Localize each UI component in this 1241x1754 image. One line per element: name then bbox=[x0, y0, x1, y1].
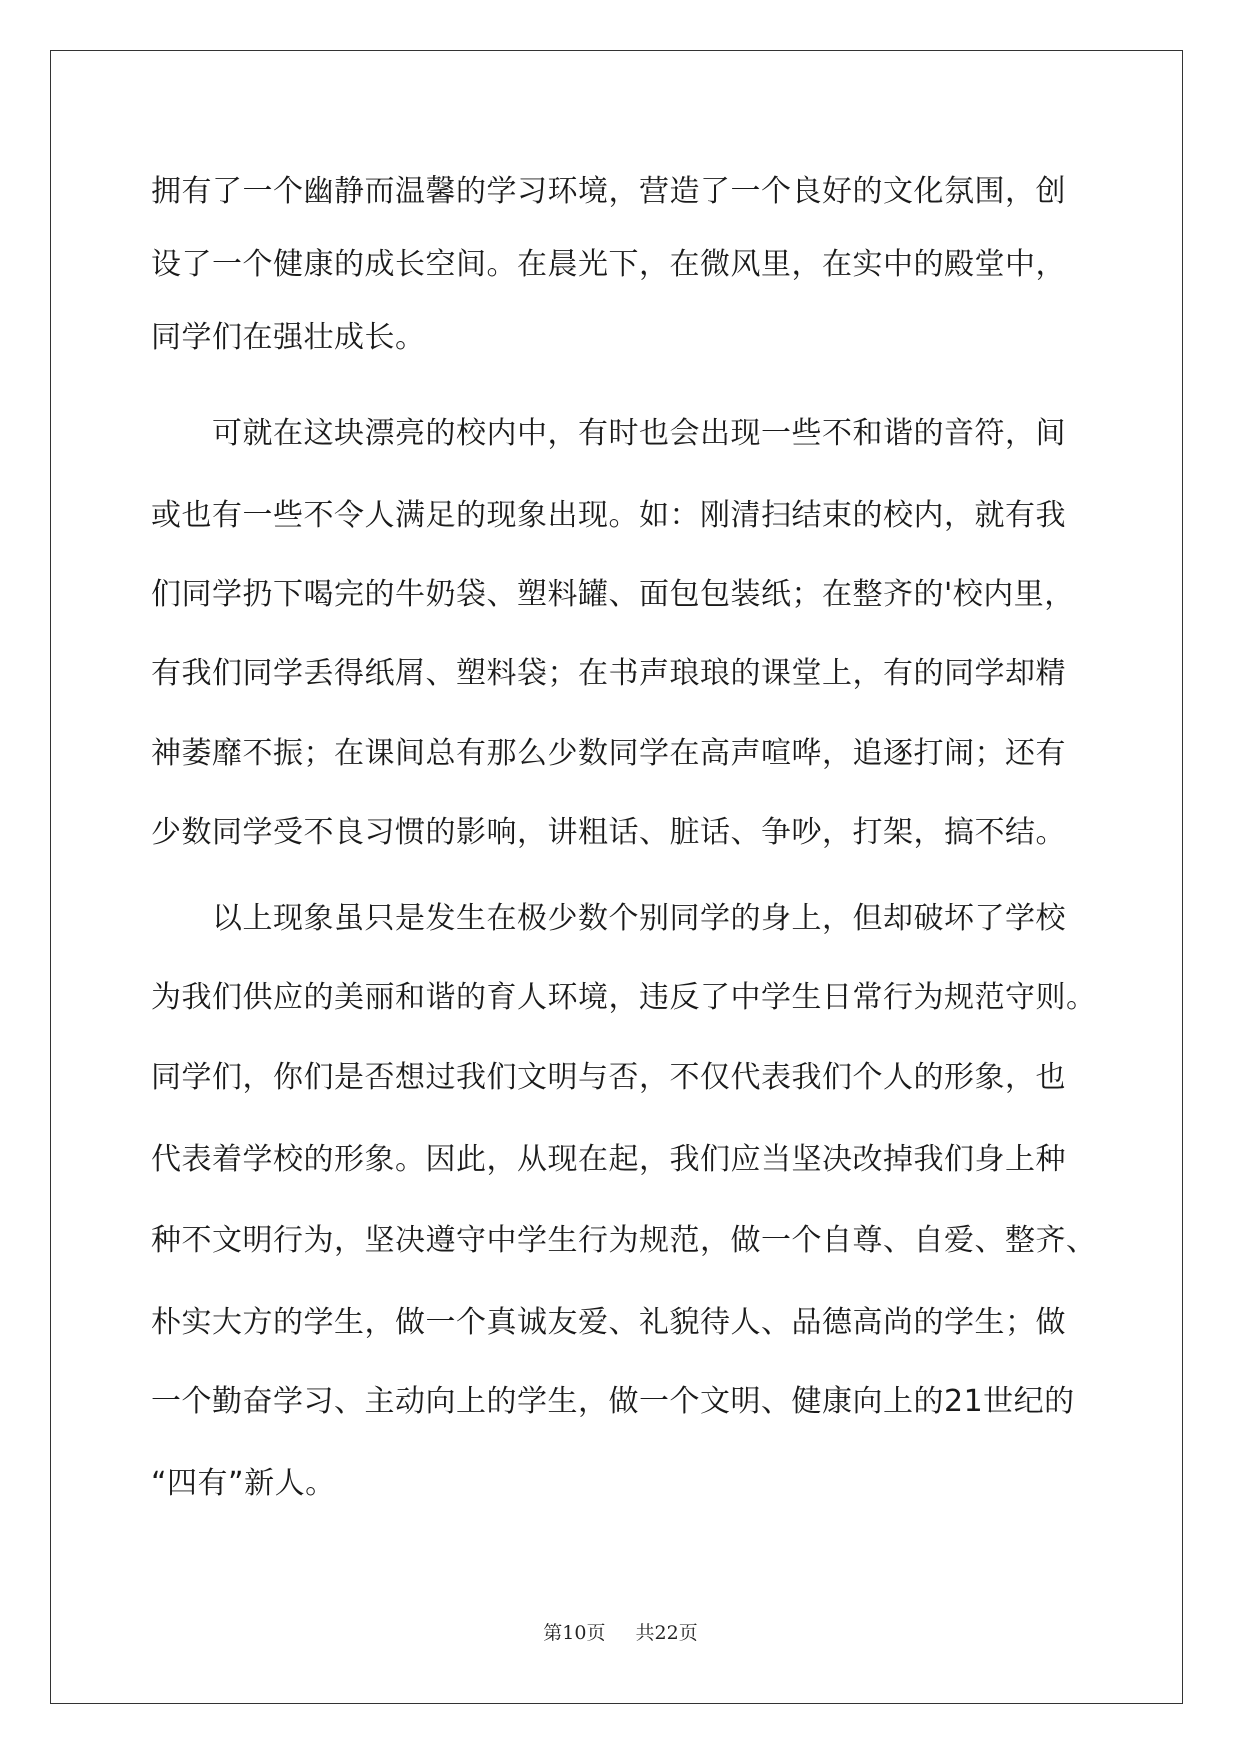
body-text-line: 有我们同学丢得纸屑、塑料袋；在书声琅琅的课堂上，有的同学却精 bbox=[151, 656, 1066, 691]
body-text-line: 少数同学受不良习惯的影响，讲粗话、脏话、争吵，打架，搞不结。 bbox=[151, 815, 1066, 850]
page-border bbox=[50, 50, 1183, 1704]
body-text-line: 或也有一些不令人满足的现象出现。如：刚清扫结束的校内，就有我 bbox=[151, 498, 1066, 533]
body-text-line: 同学们，你们是否想过我们文明与否，不仅代表我们个人的形象，也 bbox=[151, 1060, 1066, 1095]
body-text-line: 一个勤奋学习、主动向上的学生，做一个文明、健康向上的21世纪的 bbox=[151, 1384, 1075, 1419]
body-text-line: 神萎靡不振；在课间总有那么少数同学在高声喧哗，追逐打闹；还有 bbox=[151, 736, 1066, 771]
body-text-line: 种不文明行为，坚决遵守中学生行为规范，做一个自尊、自爱、整齐、 bbox=[151, 1223, 1097, 1258]
page-footer bbox=[0, 1618, 1241, 1645]
body-text-line: 以上现象虽只是发生在极少数个别同学的身上，但却破坏了学校 bbox=[151, 901, 1066, 936]
page-number-total: 共22页 bbox=[635, 1622, 698, 1644]
body-text-line: 可就在这块漂亮的校内中，有时也会出现一些不和谐的音符，间 bbox=[151, 416, 1066, 451]
body-text-line: 设了一个健康的成长空间。在晨光下，在微风里，在实中的殿堂中， bbox=[151, 247, 1066, 282]
body-text-line: 为我们供应的美丽和谐的育人环境，违反了中学生日常行为规范守则。 bbox=[151, 980, 1097, 1015]
body-text-line: 们同学扔下喝完的牛奶袋、塑料罐、面包包装纸；在整齐的'校内里， bbox=[151, 577, 1075, 612]
body-text-line: 同学们在强壮成长。 bbox=[151, 320, 426, 355]
body-text-line: 代表着学校的形象。因此，从现在起，我们应当坚决改掉我们身上种 bbox=[151, 1142, 1066, 1177]
body-text-line: “四有”新人。 bbox=[151, 1466, 336, 1501]
page-number-current: 第10页 bbox=[543, 1622, 606, 1644]
body-text-line: 拥有了一个幽静而温馨的学习环境，营造了一个良好的文化氛围，创 bbox=[151, 174, 1066, 209]
body-text-line: 朴实大方的学生，做一个真诚友爱、礼貌待人、品德高尚的学生；做 bbox=[151, 1305, 1066, 1340]
